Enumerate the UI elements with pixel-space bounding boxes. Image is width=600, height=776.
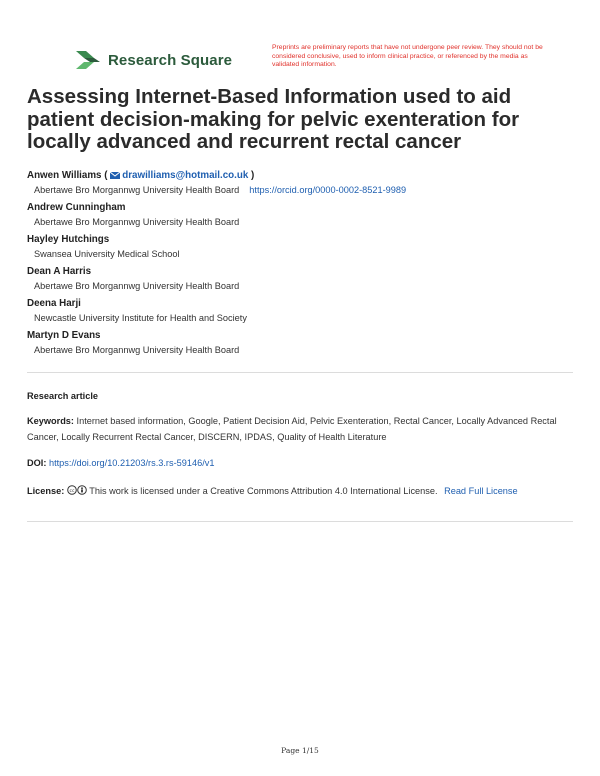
author-list [27, 168, 577, 360]
orcid-link[interactable]: https://orcid.org/0000-0002-8521-9989 [249, 185, 407, 195]
divider [27, 372, 573, 373]
paper-title: Assessing Internet-Based Information used to aid patient decision-making for pelvic exenteration for locally advanced and recurrent rectal cancer [27, 85, 520, 153]
author-name: Deena Harji [27, 298, 81, 309]
author-entry [27, 232, 577, 262]
author-name: Anwen Williams [27, 170, 102, 181]
read-full-license-link[interactable]: Read Full License [444, 486, 518, 496]
logo-text-main: Research [108, 51, 177, 69]
doi-block [27, 456, 573, 472]
email-paren-close: ) [248, 170, 255, 181]
author-name: Andrew Cunningham [27, 202, 126, 213]
preprint-notice: Preprints are preliminary reports that have not undergone peer review. They should not be considered conclusive, used to inform clinical practice, or referenced by the media as validated information. [272, 44, 543, 68]
author-name: Dean A Harris [27, 266, 92, 277]
divider [27, 521, 573, 522]
author-affiliation: Newcastle University Institute for Health and Society [34, 313, 247, 323]
creative-commons-icon [67, 485, 77, 495]
envelope-icon [110, 172, 120, 179]
svg-text:cc: cc [69, 489, 75, 494]
license-label: License: [27, 486, 65, 496]
author-entry [27, 296, 577, 326]
author-affiliation: Abertawe Bro Morgannwg University Health Board [34, 185, 240, 195]
author-affiliation: Abertawe Bro Morgannwg University Health Board [34, 281, 240, 291]
page-number: Page 1/15 [281, 746, 319, 755]
doi-label: DOI: [27, 458, 47, 468]
author-entry [27, 264, 577, 294]
logo-wordmark [108, 52, 232, 69]
author-name: Martyn D Evans [27, 330, 101, 341]
author-affiliation: Abertawe Bro Morgannwg University Health Board [34, 345, 240, 355]
attribution-icon [77, 485, 87, 495]
author-email-link[interactable]: drawilliams@hotmail.co.uk [122, 170, 249, 181]
article-type: Research article [27, 391, 98, 401]
keywords-label: Keywords: [27, 416, 74, 426]
email-paren-open: ( [104, 170, 111, 181]
author-name: Hayley Hutchings [27, 234, 110, 245]
author-entry [27, 168, 577, 198]
author-affiliation: Abertawe Bro Morgannwg University Health Board [34, 217, 240, 227]
keywords-block [27, 414, 573, 445]
doi-link[interactable]: https://doi.org/10.21203/rs.3.rs-59146/v1 [48, 458, 215, 468]
keywords-text: Internet based information, Google, Patient Decision Aid, Pelvic Exenteration, Rectal Cancer, Locally Advanced Rectal Cancer, Locally Recurrent Rectal Cancer, DISCERN, IPDAS, Quality of Health Literature [27, 416, 557, 442]
research-square-logo[interactable] [74, 48, 232, 72]
license-text: This work is licensed under a Creative Commons Attribution 4.0 International License. [89, 486, 438, 496]
license-block [27, 484, 573, 500]
logo-text-second: Square [180, 51, 233, 69]
research-square-logo-icon [74, 48, 102, 72]
author-entry [27, 200, 577, 230]
author-affiliation: Swansea University Medical School [34, 249, 180, 259]
author-entry [27, 328, 577, 358]
